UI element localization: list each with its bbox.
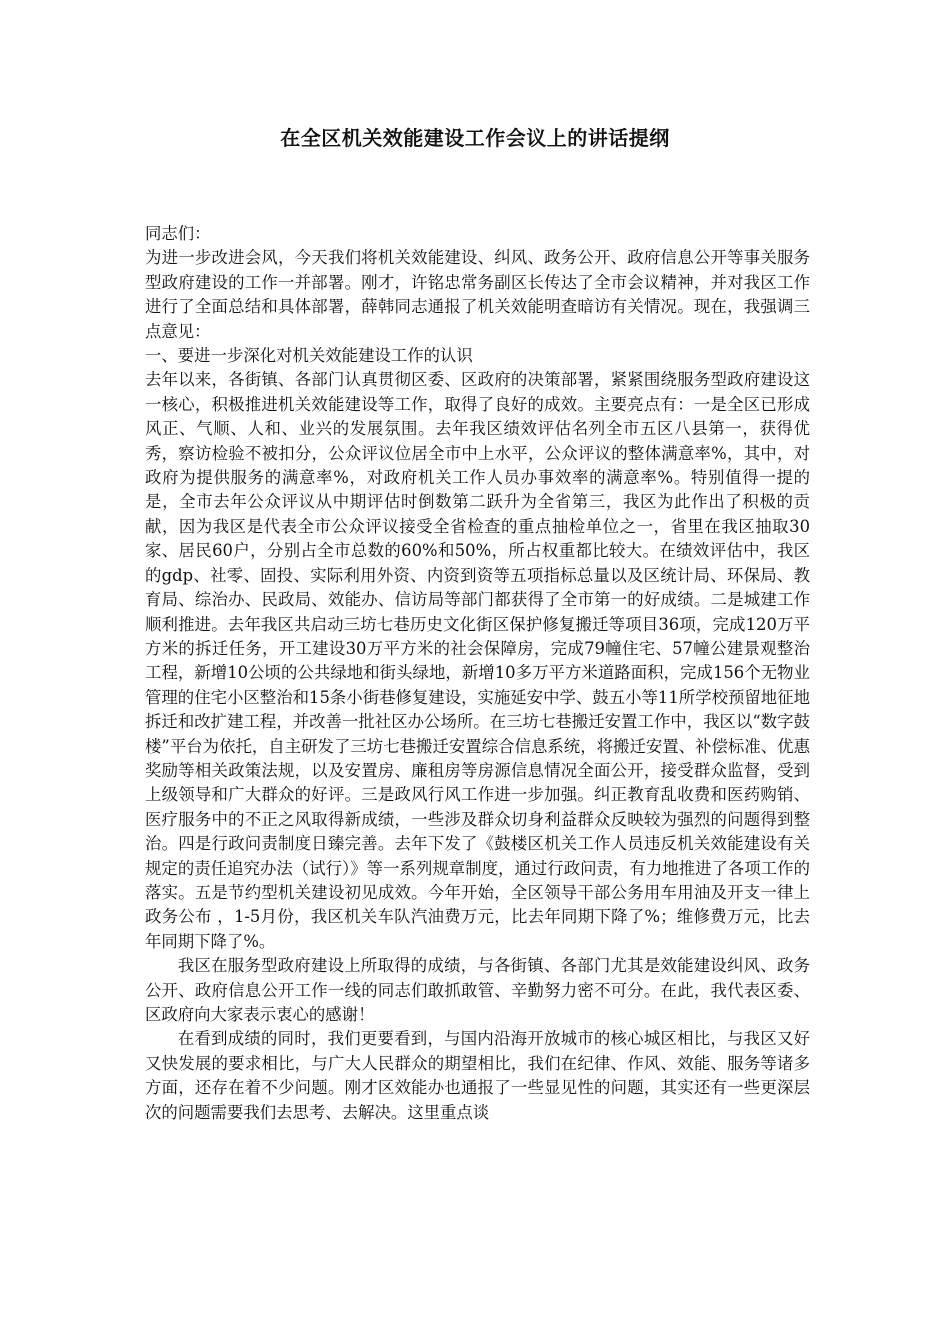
paragraph-intro: 为进一步改进会风，今天我们将机关效能建设、纠风、政务公开、政府信息公开等事关服务型政府建设的工作一并部署。刚才，许铭忠常务副区长传达了全市会议精神，并对我区工作进行了全面总结和具体部署，薛韩同志通报了机关效能明查暗访有关情况。现在，我强调三点意见： <box>145 248 810 341</box>
paragraph-achievements: 去年以来，各街镇、各部门认真贯彻区委、区政府的决策部署，紧紧围绕服务型政府建设这一核心，积极推进机关效能建设等工作，取得了良好的成效。主要亮点有：一是全区已形成风正、气顺、人和、业兴的发展氛围。去年我区绩效评估名列全市五区八县第一，获得优秀，察访检验不被扣分，公众评议位居全市中上水平，公众评议的整体满意率%，其中，对政府为提供服务的满意率%，对政府机关工作人员办事效率的满意率%。特别值得一提的是，全市去年公众评议从中期评估时倒数第二跃升为全省第三，我区为此作出了积极的贡献，因为我区是代表全市公众评议接受全省检查的重点抽检单位之一，省里在我区抽取30家、居民60户，分别占全市总数的60%和50%，所占权重都比较大。在绩效评估中，我区的gdp、社零、固投、实际利用外资、内资到资等五项指标总量以及区统计局、环保局、教育局、综治办、民政局、效能办、信访局等部门都获得了全市第一的好成绩。二是城建工作顺利推进。去年我区共启动三坊七巷历史文化街区保护修复搬迁等项目36项，完成120万平方米的拆迁任务，开工建设30万平方米的社会保障房，完成79幢住宅、57幢公建景观整治工程，新增10公顷的公共绿地和街头绿地，新增10多万平方米道路面积，完成156个无物业管理的住宅小区整治和15条小街巷修复建设，实施延安中学、鼓五小等11所学校预留地征地拆迁和改扩建工程，并改善一批社区办公场所。在三坊七巷搬迁安置工作中，我区以“数字鼓楼”平台为依托，自主研发了三坊七巷搬迁安置综合信息系统，将搬迁安置、补偿标准、优惠奖励等相关政策法规，以及安置房、廉租房等房源信息情况全面公开，接受群众监督，受到上级领导和广大群众的好评。三是政风行风工作进一步加强。纠正教育乱收费和医药购销、医疗服务中的不正之风取得新成绩，一些涉及群众切身利益群众反映较为强烈的问题得到整治。四是行政问责制度日臻完善。去年下发了《鼓楼区机关工作人员违反机关效能建设有关规定的责任追究办法（试行）》等一系列规章制度，通过行政问责，有力地推进了各项工作的落实。五是节约型机关建设初见成效。今年开始，全区领导干部公务用车用油及开支一律上政务公布 ，1-5月份，我区机关车队汽油费万元，比去年同期下降了%；维修费万元，比去年同期下降了%。 <box>145 370 810 951</box>
salutation: 同志们： <box>145 224 211 243</box>
document-title: 在全区机关效能建设工作会议上的讲话提纲 <box>280 126 670 150</box>
paragraph-thanks: 我区在服务型政府建设上所取得的成绩，与各街镇、各部门尤其是效能建设纠风、政务公开、政府信息公开工作一线的同志们敢抓敢管、辛勤努力密不可分。在此，我代表区委、区政府向大家表示衷心的感谢！ <box>145 956 810 1024</box>
document-body <box>145 222 810 1125</box>
section-heading-1: 一、要进一步深化对机关效能建设工作的认识 <box>145 346 473 366</box>
paragraph-problems: 在看到成绩的同时，我们更要看到，与国内沿海开放城市的核心城区相比，与我区又好又快发展的要求相比，与广大人民群众的期望相比，我们在纪律、作风、效能、服务等诸多方面，还存在着不少问题。刚才区效能办也通报了一些显见性的问题，其实还有一些更深层次的问题需要我们去思考、去解决。这里重点谈 <box>145 1029 810 1122</box>
